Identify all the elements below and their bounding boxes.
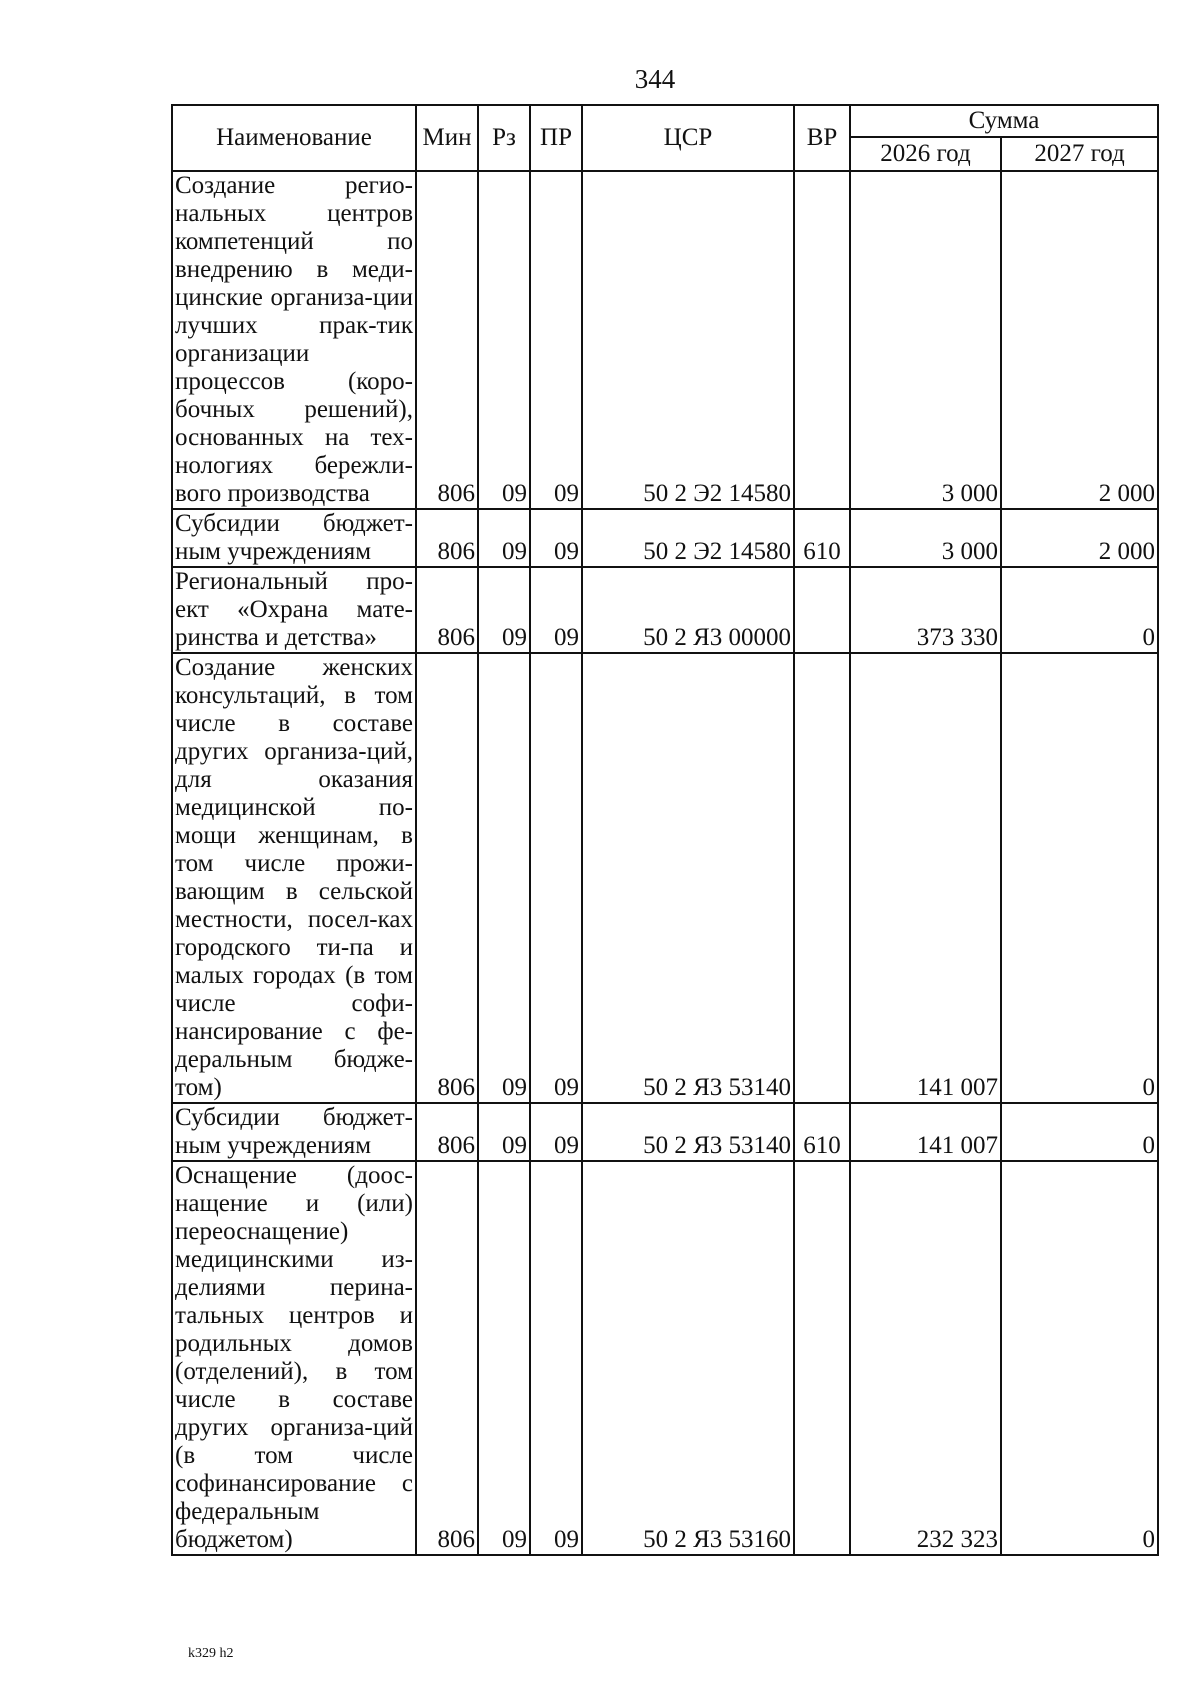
row-rz: 09 (478, 509, 530, 567)
row-sum-2026: 232 323 (850, 1161, 1001, 1555)
row-sum-2026: 373 330 (850, 567, 1001, 653)
row-pr: 09 (530, 171, 582, 509)
row-min: 806 (416, 171, 478, 509)
header-min: Мин (416, 105, 478, 171)
table-row (172, 509, 1158, 567)
header-2026: 2026 год (850, 137, 1001, 171)
row-sum-2026: 3 000 (850, 171, 1001, 509)
row-min: 806 (416, 509, 478, 567)
row-vr: 610 (794, 509, 850, 567)
budget-table (171, 104, 1159, 1556)
row-sum-2027: 0 (1001, 567, 1158, 653)
row-sum-2027: 0 (1001, 653, 1158, 1103)
row-rz: 09 (478, 653, 530, 1103)
row-rz: 09 (478, 171, 530, 509)
document-code: k329 h2 (188, 1646, 234, 1661)
row-min: 806 (416, 1103, 478, 1161)
row-sum-2026: 141 007 (850, 653, 1001, 1103)
row-name: Субсидии бюджет-ным учреждениям (172, 1103, 416, 1161)
row-name: Создание женских консультаций, в том числе в составе других организа-ций, для оказания медицинской по-мощи женщинам, в том числе прожи-вающим в сельской местности, посел-ках городского ти-па и малых городах (в том числе софи-нансирование с фе-деральным бюдже-том) (172, 653, 416, 1103)
row-rz: 09 (478, 1161, 530, 1555)
row-pr: 09 (530, 567, 582, 653)
row-pr: 09 (530, 509, 582, 567)
row-sum-2027: 0 (1001, 1103, 1158, 1161)
table-header (172, 105, 1158, 171)
header-pr: ПР (530, 105, 582, 171)
page-number: 344 (634, 64, 676, 94)
row-vr (794, 1161, 850, 1555)
row-csr: 50 2 Я3 00000 (582, 567, 794, 653)
header-name: Наименование (172, 105, 416, 171)
row-pr: 09 (530, 653, 582, 1103)
row-csr: 50 2 Я3 53140 (582, 653, 794, 1103)
row-sum-2027: 2 000 (1001, 171, 1158, 509)
row-name: Создание регио-нальных центров компетенций по внедрению в меди-цинские организа-ции лучших прак-тик организации процессов (коро-бочных решений), основанных на тех-нологиях бережли-вого производства (172, 171, 416, 509)
row-sum-2027: 2 000 (1001, 509, 1158, 567)
table-row (172, 171, 1158, 509)
row-name: Субсидии бюджет-ным учреждениям (172, 509, 416, 567)
row-min: 806 (416, 653, 478, 1103)
header-vr: ВР (794, 105, 850, 171)
row-sum-2026: 3 000 (850, 509, 1001, 567)
table-row (172, 567, 1158, 653)
table-row (172, 1161, 1158, 1555)
row-pr: 09 (530, 1103, 582, 1161)
row-rz: 09 (478, 567, 530, 653)
table-row (172, 1103, 1158, 1161)
row-vr (794, 653, 850, 1103)
table-row (172, 653, 1158, 1103)
header-sum: Сумма (850, 105, 1158, 137)
header-csr: ЦСР (582, 105, 794, 171)
row-vr: 610 (794, 1103, 850, 1161)
row-sum-2027: 0 (1001, 1161, 1158, 1555)
row-sum-2026: 141 007 (850, 1103, 1001, 1161)
header-rz: Рз (478, 105, 530, 171)
row-vr (794, 171, 850, 509)
row-min: 806 (416, 1161, 478, 1555)
row-csr: 50 2 Э2 14580 (582, 509, 794, 567)
row-csr: 50 2 Я3 53160 (582, 1161, 794, 1555)
table-body (172, 171, 1158, 1555)
row-rz: 09 (478, 1103, 530, 1161)
header-2027: 2027 год (1001, 137, 1158, 171)
row-pr: 09 (530, 1161, 582, 1555)
row-name: Оснащение (доос-нащение и (или) переоснащение) медицинскими из-делиями перина-тальных центров и родильных домов (отделений), в том числе в составе других организа-ций (в том числе софинансирование с федеральным бюджетом) (172, 1161, 416, 1555)
row-csr: 50 2 Э2 14580 (582, 171, 794, 509)
row-vr (794, 567, 850, 653)
row-min: 806 (416, 567, 478, 653)
row-name: Региональный про-ект «Охрана мате-ринства и детства» (172, 567, 416, 653)
row-csr: 50 2 Я3 53140 (582, 1103, 794, 1161)
